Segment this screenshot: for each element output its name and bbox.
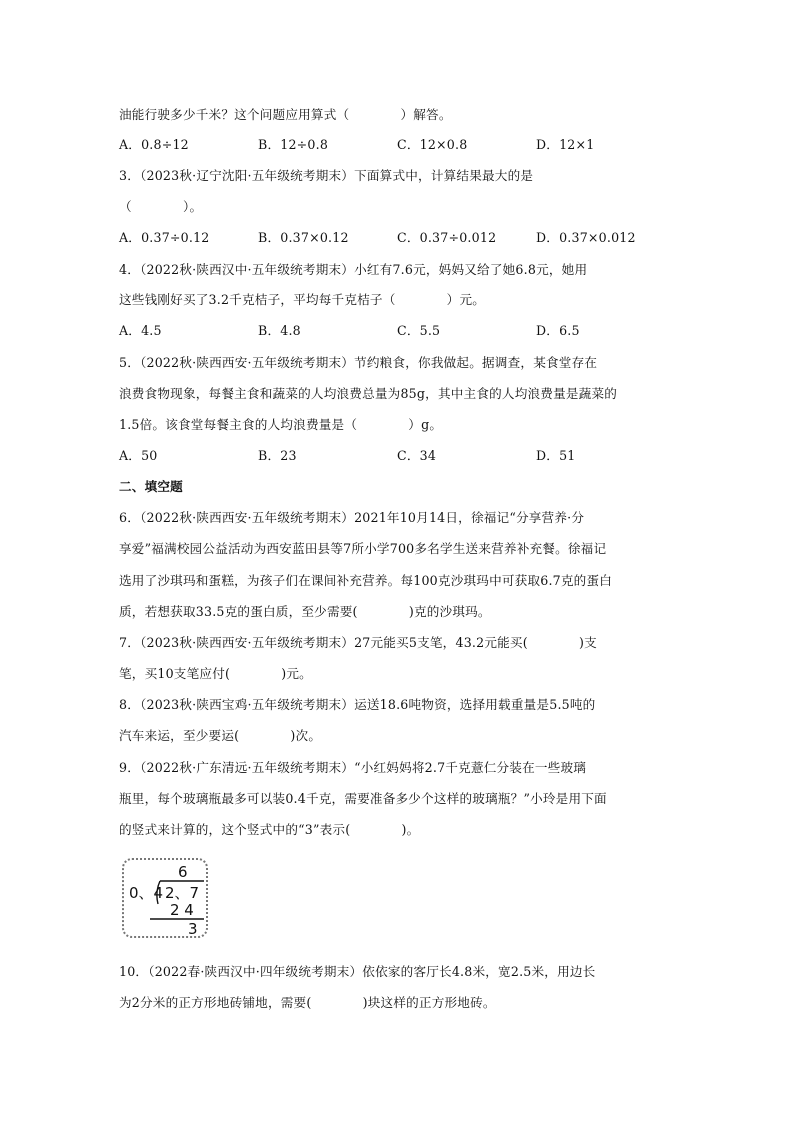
question-6-text-cont: 享爱”福满校园公益活动为西安蓝田县等7所小学700多名学生送来营养补充餐。徐福记 [119,541,607,556]
question-9-text-cont: 的竖式来计算的，这个竖式中的“3”表示( )。 [119,822,420,837]
option-a[interactable]: A．50 [119,448,158,463]
option-a[interactable]: A．4.5 [119,323,162,338]
question-8-text: 8．（2023秋·陕西宝鸡·五年级统考期末）运送18.6吨物资，选择用载重量是5.5吨的 [119,697,596,712]
dividend: 2、7 [165,884,200,902]
option-c[interactable]: C．0.37÷0.012 [397,230,497,245]
question-10-text-cont: 为2分米的正方形地砖铺地，需要( )块这样的正方形地砖。 [119,995,496,1010]
question-6-text-cont: 选用了沙琪玛和蛋糕，为孩子们在课间补充营养。每100克沙琪玛中可获取6.7克的蛋白 [119,573,613,588]
option-d[interactable]: D．12×1 [536,137,595,152]
option-d[interactable]: D．0.37×0.012 [536,230,636,245]
long-division-diagram [124,860,208,938]
long-division-figure [122,858,208,938]
question-4-text: 4．（2022秋·陕西汉中·五年级统考期末）小红有7.6元，妈妈又给了她6.8元，她用 [119,262,588,277]
divisor: 0、4 [129,884,164,902]
option-d[interactable]: D．6.5 [536,323,580,338]
option-a[interactable]: A．0.37÷0.12 [119,230,210,245]
option-c[interactable]: C．34 [397,448,437,463]
question-4-text-cont: 这些钱刚好买了3.2千克桔子，平均每千克桔子（ ）元。 [119,292,486,307]
remainder: 3 [188,920,198,938]
option-b[interactable]: B．0.37×0.12 [258,230,349,245]
question-9-text: 9．（2022秋·广东清远·五年级统考期末）“小红妈妈将2.7千克薏仁分装在一些玻璃 [119,760,587,775]
question-8-text-cont: 汽车来运，至少要运( )次。 [119,728,322,743]
option-d[interactable]: D．51 [536,448,576,463]
question-5-text: 5．（2022秋·陕西西安·五年级统考期末）节约粮食，你我做起。据调查，某食堂存在 [119,355,598,370]
question-5-text-cont: 浪费食物现象，每餐主食和蔬菜的人均浪费总量为85g，其中主食的人均浪费量是蔬菜的 [119,386,618,401]
question-7-text: 7．（2023秋·陕西西安·五年级统考期末）27元能买5支笔，43.2元能买( )支 [119,635,597,650]
option-c[interactable]: C．12×0.8 [397,137,468,152]
product: 2 4 [170,901,194,919]
option-b[interactable]: B．12÷0.8 [258,137,329,152]
option-a[interactable]: A．0.8÷12 [119,137,189,152]
question-2-text: 油能行驶多少千米？这个问题应用算式（ ）解答。 [119,107,452,122]
section-heading: 二、填空题 [119,479,183,494]
question-6-text: 6．（2022秋·陕西西安·五年级统考期末）2021年10月14日，徐福记“分享营养·分 [119,510,585,525]
option-b[interactable]: B．23 [258,448,297,463]
question-9-text-cont: 瓶里，每个玻璃瓶最多可以装0.4千克，需要准备多少个这样的玻璃瓶？”小玲是用下面 [119,791,607,806]
option-c[interactable]: C．5.5 [397,323,441,338]
question-5-text-cont: 1.5倍。该食堂每餐主食的人均浪费量是（ ）g。 [119,417,443,432]
question-6-text-cont: 质，若想获取33.5克的蛋白质，至少需要( )克的沙琪玛。 [119,604,491,619]
question-7-text-cont: 笔，买10支笔应付( )元。 [119,666,312,681]
question-10-text: 10．（2022春·陕西汉中·四年级统考期末）依依家的客厅长4.8米，宽2.5米，用边长 [119,964,596,979]
quotient: 6 [178,863,188,881]
question-3-text-cont: （ ）。 [119,199,203,214]
question-3-text: 3．（2023秋·辽宁沈阳·五年级统考期末）下面算式中，计算结果最大的是 [119,168,534,183]
option-b[interactable]: B．4.8 [258,323,301,338]
